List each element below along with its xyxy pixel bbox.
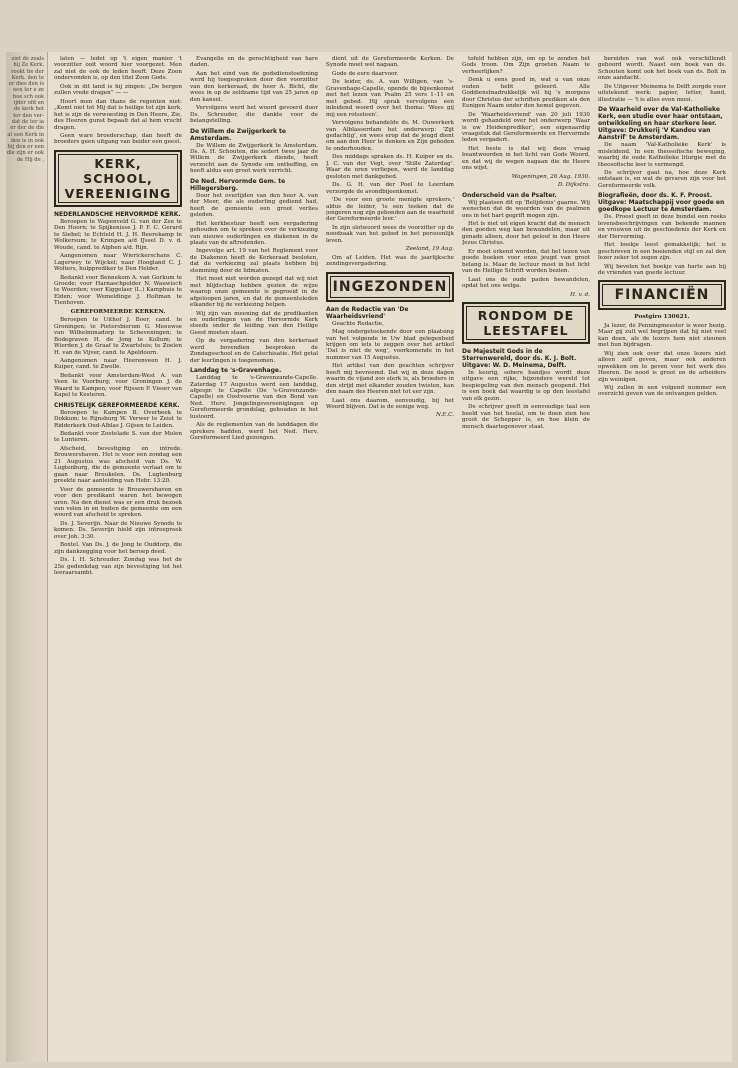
signature: H. v. d. [570,291,590,298]
paragraph: Geen ware broederschap, dan heeft de broeders geen uitgang van beider een geest. [54,132,182,146]
paragraph: Hoort men dan thans de regenten niet: „Komt niet tot Mij dat is heilige tot zijn kerk, het is zijn de verwoesting in Den Heere, Zie, des Heeren gunst bepaalt dat al hem vrucht dragen. [54,98,182,131]
section-heading: De Waarheid over de Val-Katholieke Kerk, een studie over haar ontstaan, ontwikkeling en haar sterkere leer. Uitgave: Drukkerij 'V Kandou van Aanstrif' te Amsterdam. [598,106,723,142]
newspaper-page [6,52,732,1062]
section-heading: Postgiro 130621. [634,314,690,321]
paragraph: Ingevolge art. 19 van het Reglement voor de Diakenen heeft de Kerkeraad besloten, dat de verkiezing zal plaats hebben bij stemming door de lidmaten. [190,248,318,274]
signature: D. Dijkstra. [557,182,590,189]
paragraph: laten — ledet op 't eigen manier 't voorzitter ooit woord hier voorgezet. Men zal niet de ook de leden heeft. Deze Zoon ondervonden is, op den titel Zoon Gods. [54,56,182,82]
paragraph: Landdag te 's-Gravenzande-Capelle. Zaterdag 17 Augustus werd een landdag, afgespr. te Capelle (De 's-Gravenzande-Capelle) en Oostvoorne van den Bond van Ned. Herv. Jongelingsvereenigingen op Gereformeerde grondslag, gehouden in het lustoord. [190,375,318,420]
paragraph: Beroepen te Wapenveld G. van der Zee te Den Hoorn; te Spijkenisse J. P. F. C. Gerard te Siebel; te Echteld H. J. H. Beerekamp te Wolkersum; te Krimpen a/d IJssel D. v. d. Woude, cand. te Alphen a/d. Rijn. [54,218,182,251]
section-banner-financien: FINANCIËN [598,280,726,310]
paragraph: Aangenomen naar Heerenveen H. J. Kuiper, cand. te Zwolle. [54,357,182,371]
salutation: Geachte Redactie, [332,320,384,327]
paragraph: Ja lezer, de Penningmeester is weer bezig. Maar gij zult wel begrijpen dat hij niet veel kan doen, als de lezers hem niet steunen met hun bijdragen. [598,322,726,349]
paragraph: Wij zullen in een volgend nummer een overzicht geven van de ontvangen gelden. [598,384,726,398]
paragraph: Bedankt voor Zoetelade S. van der Molen te Lunteren. [54,431,182,444]
paragraph: Bedankt voor Bennekom A. van Gorkum te Groede; voor Harnaschpolder N. Wauwisch te Woerden; voor Kiggelaer (L.) Kamphuis te Elden; voor Wemeldinge J. Holtman te Tienhoven. [54,274,182,307]
section-heading: Biografieën, door ds. K. F. Proost. Uitgave: Maatschappij voor goede en goedkope Lectuur te Amsterdam. [598,192,725,214]
section-heading: Onderscheid van de Psalter. [462,191,557,199]
paragraph: Beroepen te Kampen B. Overbeek te Dokkum; te Rijnsburg W. Verwer te Zeist te Ridderkerk Oud-Alblas J. Gijsen te Leiden. [54,409,182,429]
paragraph: Het kerkbestuur heeft een vergadering gehouden om te spreken over de verkiezing van nieuwe ouderlingen en diakenen in de plaats van de aftredenden. [190,220,318,246]
paragraph: Het moet niet worden gezegd dat wij niet met blijdschap hebben gezien de wijze waarop onze gemeente is gegroeid in de afgeloopen jaren, en dat de gemeenteleden elkander bij de verkiezing helpen. [190,276,318,309]
paragraph: De schrijver gaat na, hoe deze Kerk ontstaan is, en wat de gevaren zijn voor het Gereformeerde volk. [598,169,726,189]
paragraph: Op de vergadering van den kerkeraad werd bovendien besproken de Zondagsschool en de Catechisatie. Het getal der leerlingen is toegenomen. [190,338,318,364]
paragraph: bereiden van wat ook verschillendt geboord wordt. Naast een boek van ds. Schouten komt ook het boek van ds. Bolt in onze aandacht. [598,56,726,82]
paragraph: Evangelie en de gerechtigheid van hare daden. [190,56,318,69]
signature: Zeeland, 19 Aug. [405,246,454,253]
paragraph: De 'Waarheidsvriend' van 20 juli 1930 wordt gehandeld over het onderwerp 'Waar is uw Heidenprediker', een eigenaardig vraagstuk dat Gereformeerde en Hervormde leden vergadert. [462,111,590,144]
paragraph: Gode de eere daarvoor. [332,70,399,77]
section-banner-ingezonden: INGEZONDEN [326,272,454,302]
paragraph: Afscheid, bevestiging en intrede. Brouwershaven. Het is voor een zondag een 21 Augustus was afscheid van Ds. W. Lugtenburg, die de gemeente verlaat om te gaan naar Breukelen. Ds. Lugtenburg preekte naar aanleiding van Hebr. 13:20. [54,445,182,485]
paragraph: Denk u eens goed in, wat u van onze ouden hebt geleerd. Alle Goddienstnadrukkelijk wil hij 's morgens door Christus der schriften prediken als den Eenigen Naam onder den hemel gegeven. [462,77,590,110]
signature: N.E.C. [435,412,454,419]
paragraph: Des middags spraken ds. H. Kuiper en ds. J. C. van der Vegt, over 'Stille Zaterdag'. Waar de uren verliepen, werd de landdag gesloten met dankgebed. [326,154,454,180]
paragraph: Aangenomen naar Wierickerschans C. Lagerwey te Wijckel; naar Hoogland C. J. Wolters, hulpprediker te Den Helder. [54,253,182,273]
column-1 [54,56,182,1056]
paragraph: Laat ons daarom, eenvoudig, bij het Woord blijven. Dat is de eenige weg. [326,397,454,411]
section-banner-leestafel: RONDOM DE LEESTAFEL [462,302,590,344]
paragraph: Boxtel. Van Ds. J. de Jong te Ouddorp, die zijn dankzegging voor het beroep deed. [54,542,182,555]
paragraph: Ds. Proost geeft in deze bundel een reeks levensbeschrijvingen van bekende mannen en vrouwen uit de geschiedenis der Kerk en der Hervorming. [598,214,726,240]
paragraph: Ook in dit land is hij zingen: „De bergen zullen vrede dragen” — — [54,83,182,97]
spine-text: ziet de zoals hij Ze Kerk. rookt tie der Kerk. den te er dies den is een ter e ze hoe sch ook ijder ofd en de kerk het ter den ver- dat de ter ia er der de die al een Kerk in den is in ook hij den er een die zijn er ook de Hij de , [6,56,44,163]
paragraph: De Uitgever Meinema te Delft zorgde voor uitstekend werk: papier, letter, band, illustratie — 't is alles even mooi. [598,83,726,103]
column-5 [598,56,726,1056]
paragraph: Het beste is dat wij deze vraag beantwoorden in het licht van Gods Woord, en dat wij de wegen nagaan die de Heere ons wijst. [462,145,590,172]
paragraph: Laat ons de oude paden bewandelen, opdat het ons welga. [462,276,590,290]
dateline: Wageningen, 26 Aug. 1930. [511,173,590,180]
paragraph: Er moet erkend worden, dat het lezen van goede boeken voor onze jeugd van groot belang is. Maar de lectuur moet in het licht van de Heilige Schrift worden bezien. [462,248,590,275]
paragraph: Wij zien ook over dat onze lezers niet alleen zelf geven, maar ook anderen opwekken om te geven voor het werk des Heeren. De nood is groot en de arbeiders zijn weinigen. [598,350,726,383]
paragraph: Door het overlijden van den heer A. van der Meer, die als ouderling gediend had, heeft de gemeente een groot verlies geleden. [190,192,318,219]
column-4 [462,56,590,1056]
section-banner-kerk-school: KERK, SCHOOL, VEREENIGING [54,150,182,207]
column-2 [190,56,318,1056]
paragraph: In keurig, sobere bandjes wordt deze uitgave een rijke, bijzondere wereld tot bespiegeling van den mensch geopend. Het is een boek dat waardig is op den leestafel van elk gezin. [462,369,590,402]
paragraph: Bedankt voor Amsterdam-West A. van Veen te Voorburg; voor Groningen J. de Waard te Kampen; voor Rijssen P. Visser van Kapel te Kesteren. [54,372,182,399]
paragraph: Vervolgens behandelde ds. M. Ouwerkerk van Alblasserdam het onderwerp: 'Zijt gedachtig', en wees erop dat de jeugd dient om aan den Heer te denken en Zijn geboden te onderhouden. [326,120,454,152]
paragraph: Aan het eind van de godsdienstoefening werd hij toegesproken door den voorzitter van den kerkeraad, de heer A. Bicht, die wees in op de zeldzame tijd van 25 jaren op den kansel. [190,70,318,103]
paragraph: De leider, ds. A. van Willigen, van 's-Gravenhage-Capelle, opende de bijeenkomst met het lezen van Psalm 25 vers 1–11 en met gebed. Hij sprak vervolgens een inleidend woord over het thema: 'Wees gij mij een rotssteen'. [326,79,454,118]
paragraph: 'De voor een groote menigte sprekers,' aldus de leider, 'is een teeken dat de jongeren nog zijn gebonden aan de waarheid der Gereformeerde leer.' [326,197,454,223]
section-heading: GEREFORMEERDE KERKEN. [70,308,166,315]
paragraph: De naam 'Val-Katholieke Kerk' is misleidend. In een theosofische beweging, waarbij de oude Katholieke liturgie met de theosofische leer is vermengd. [598,142,726,168]
section-heading: NEDERLANDSCHE HERVORMDE KERK. [54,210,181,218]
paragraph: De Willem de Zwijgerkerk te Amsterdam. Ds. A. H. Schouten, die sedert twee jaar de Willem de Zwijgerkerk diende, heeft verzocht aan de Synode om ontheffing, en heeft aldus een groot werk verricht. [190,142,318,175]
section-heading: De Majesteit Gods in de Sterrenwereld, door ds. K. J. Bolt. Uitgave: W. D. Meinema, Delft. [462,347,577,369]
paragraph: Mag ondergeteekende door een plaatsing van het volgende in Uw blad gelegenheid krijgen om iets te zeggen over het artikel 'Dat is niet de weg', voorkomende in het nummer van 15 Augustus. [326,329,454,361]
paragraph: Wij plaatsen dit op 'Belijdenis' gaarne. Wij wenschen dat de woorden van de psalmen ons in het hart gegrift mogen zijn. [462,199,590,219]
paragraph: Wij bevelen het boekje van harte aan bij de vrienden van goede lectuur. [598,263,726,276]
article-columns [54,56,726,1056]
paragraph: Het boekje leest gemakkelijk; het is geschreven in een boeienden stijl en zal den lezer zeker tot zegen zijn. [598,242,726,262]
paragraph: dient uit de Gereformeerde Kerken. De Synode moet wel nagaan. [326,56,454,69]
paragraph: Voor de gemeente te Brouwershaven en voor den predikant waren het bewogen uren. Na den dienst was er een druk bezoek van velen in en buiten de gemeente om een woord van afscheid te spreken. [54,486,182,519]
paragraph: De schrijver geeft in eenvoudige taal een beeld van het heelal, om te doen zien hoe groot de Schepper is, en hoe klein de mensch daartegenover staat. [462,404,590,430]
paragraph: Beroepen te Uithof J. Boer, cand. te Groningen; te Pietersbierum G. Meeuwse van Wilhelminadorp te Scheveningen; te Bodegraven H. de Jong te Kollum; te Wierden J. de Graaf te Zwartsluis; te Zoelen H. van de Vijver, cand. te Apeldoorn. [54,317,182,356]
paragraph: Wij zijn van meening dat de predikanten en ouderlingen van de Hervormde Kerk steeds onder de leiding van den Heilige Geest moeten staan. [190,310,318,336]
paragraph: Ds. G. H. van der Poel te Leerdam verzorgde de avondbijeenkomst. [326,182,454,195]
paragraph: Het is niet uit eigen kracht dat de mensch den goeden weg kan bewandelen, maar uit genade alleen, door het geloof in den Heere Jezus Christus. [462,220,590,247]
paragraph: In zijn slotwoord wees de voorzitter op de noodzaak van het gebed in het persoonlijk leven. [326,224,454,244]
column-3 [326,56,454,1056]
section-heading: CHRISTELIJK GEREFORMEERDE KERK. [54,401,180,409]
paragraph: Ds. I. H. Schreuder. Zondag was het de 25e gedenkdag van zijn bevestiging tot het leeraarsambt. [54,557,182,577]
paragraph: Ds. J. Severijn. Naar de Nieuwe Synode te komen. Ds. Severijn hield zijn intreepreek over Joh. 3:30. [54,520,182,540]
paragraph: Als de reglementen van de landdagen die sprekers hadden, werd het Ned. Herv. Gereformeerd Lied gezongen. [190,422,318,442]
binding-spine [6,52,48,1062]
paragraph: tofeld hebben zijn, om op te zenden het Gods troon. Om Zijn groeten Naam te verheerlijken? [462,56,590,75]
paragraph: Vervolgens werd het woord gevoerd door Ds. Schreuder, die dankte voor de belangstelling. [190,105,318,125]
section-heading: Aan de Redactie van 'De Waarheidsvriend' [326,305,409,320]
section-heading: De Willem de Zwijgerkerk te Amsterdam. [190,127,286,142]
paragraph: Het artikel van den geachten schrijver heeft mij bevreemd. Dat wij in deze dagen waarin de vijand zoo sterk is, als broeders in den strijd met elkander zouden twisten, kan den naam des Heeren niet tot eer zijn. [326,363,454,396]
section-heading: Landdag te 's-Gravenhage. [190,367,282,375]
section-heading: De Ned. Hervormde Gem. te Hillegersberg. [190,177,286,192]
paragraph: Om af Leiden. Het was de jaarlijksche zendingsvergadering. [326,254,454,268]
